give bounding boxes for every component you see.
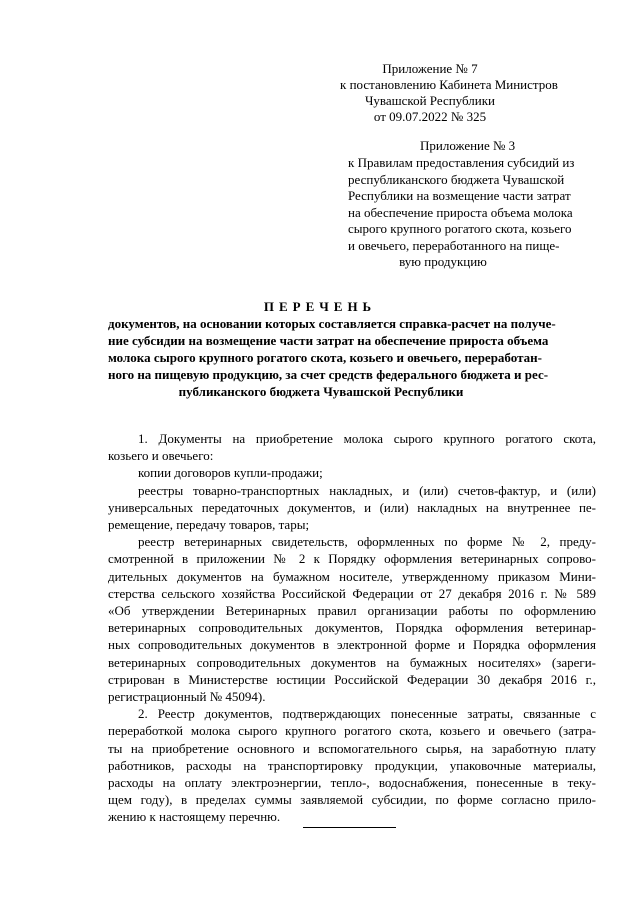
body-line: ремещение, передачу товаров, тары; bbox=[108, 517, 310, 533]
subtitle-line: ние субсидии на возмещение части затрат на обеспечение прироста объема bbox=[108, 333, 549, 348]
document-subtitle bbox=[108, 315, 556, 400]
appendix-7-header bbox=[340, 61, 558, 125]
body-line: расходы на оплату электроэнергии, тепло-, водоснабжения, понесенные в теку- bbox=[108, 775, 596, 791]
body-line: стрирован в Министерстве юстиции Российской Федерации 30 декабря 2016 г., bbox=[108, 671, 596, 687]
appendix-7-date-number: от 09.07.2022 № 325 bbox=[373, 109, 487, 124]
subtitle-line: публиканского бюджета Чувашской Республики bbox=[178, 384, 464, 399]
body-line: дительных документов на бумажном носителе, утвержденному приказом Мини- bbox=[108, 568, 596, 584]
body-line: «Об утверждении Ветеринарных правил организации работы по оформлению bbox=[108, 603, 596, 619]
subtitle-line: документов, на основании которых составляется справка-расчет на получе- bbox=[108, 316, 556, 331]
appendix-3-line: республиканского бюджета Чувашской bbox=[348, 171, 565, 187]
body-line: переработкой молока сырого крупного рогатого скота, козьего и овечьего (затра- bbox=[108, 723, 596, 739]
body-line: реестры товарно-транспортных накладных, и (или) счетов-фактур, и (или) bbox=[138, 482, 596, 498]
body-line: смотренной в приложении № 2 к Порядку оформления ветеринарных сопрово- bbox=[108, 551, 596, 567]
appendix-3-line: сырого крупного рогатого скота, козьего bbox=[348, 221, 572, 236]
appendix-3-line: Республики на возмещение части затрат bbox=[348, 188, 571, 203]
appendix-3-line: к Правилам предоставления субсидий из bbox=[348, 155, 575, 170]
end-separator-line bbox=[303, 827, 396, 828]
appendix-7-resolution-ref: к постановлению Кабинета Министров bbox=[340, 77, 558, 92]
body-line: универсальных передаточных документов, и (или) накладных на внутреннее пе- bbox=[108, 499, 596, 515]
body-line: козьего и овечьего: bbox=[108, 448, 214, 464]
appendix-3-number: Приложение № 3 bbox=[420, 138, 516, 153]
appendix-3-header bbox=[348, 155, 575, 271]
body-line: копии договоров купли-продажи; bbox=[138, 465, 323, 481]
document-body bbox=[108, 430, 596, 826]
body-line: ветеринарных сопроводительных документов, Порядка оформления ветеринар- bbox=[108, 620, 596, 636]
body-line: ты на приобретение основного и вспомогательного сырья, на заработную плату bbox=[108, 740, 596, 756]
appendix-7-republic: Чувашской Республики bbox=[364, 93, 496, 108]
body-line: щем году), в пределах суммы заявляемой субсидии, по форме согласно прило- bbox=[108, 792, 596, 808]
body-line: жению к настоящему перечню. bbox=[108, 809, 281, 825]
body-line: 2. Реестр документов, подтверждающих понесенные затраты, связанные с bbox=[138, 706, 596, 722]
document-title: ПЕРЕЧЕНЬ bbox=[263, 299, 377, 314]
body-line: ветеринарных сопроводительных документов на бумажных носителях» (зареги- bbox=[108, 654, 596, 670]
appendix-7-number: Приложение № 7 bbox=[382, 61, 478, 76]
body-line: реестр ветеринарных свидетельств, оформленных по форме № 2, преду- bbox=[138, 534, 596, 550]
body-line: 1. Документы на приобретение молока сырого крупного рогатого скота, bbox=[138, 431, 596, 446]
body-line: стерства сельского хозяйства Российской Федерации от 27 декабря 2016 г. № 589 bbox=[108, 585, 596, 601]
subtitle-line: ного на пищевую продукцию, за счет средств федерального бюджета и рес- bbox=[108, 367, 549, 382]
body-line: ных сопроводительных документов в электронной форме и Порядка оформления bbox=[108, 637, 596, 653]
body-line: работников, расходы на транспортировку продукции, упаковочные материалы, bbox=[108, 757, 596, 773]
appendix-3-line: и овечьего, переработанного на пище- bbox=[348, 237, 560, 253]
appendix-3-line: вую продукцию bbox=[399, 254, 487, 269]
body-line: регистрационный № 45094). bbox=[108, 689, 266, 705]
subtitle-line: молока сырого крупного рогатого скота, козьего и овечьего, переработан- bbox=[108, 350, 542, 365]
appendix-3-line: на обеспечение прироста объема молока bbox=[348, 204, 573, 220]
